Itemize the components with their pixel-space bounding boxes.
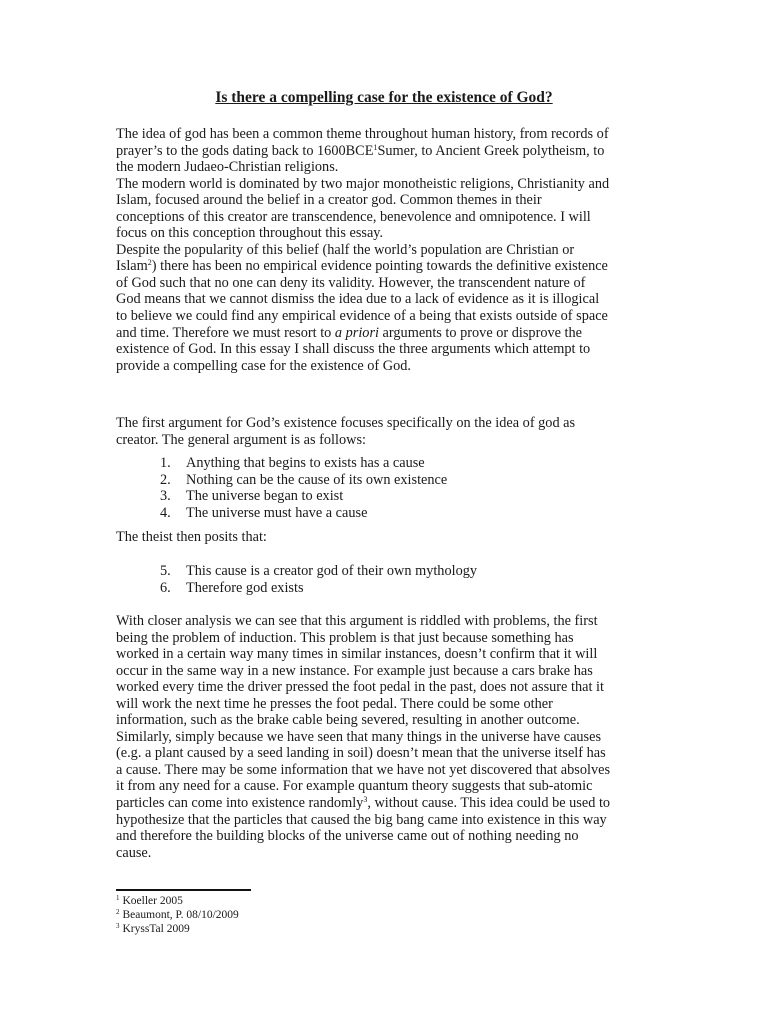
text-line <box>116 341 696 358</box>
text-segment: worked in a certain way many times in similar instances, doesn’t confirm that it will <box>116 646 598 663</box>
text-line <box>116 630 696 647</box>
text-line <box>116 812 696 829</box>
text-segment: Islam <box>116 258 148 275</box>
text-segment: a cause. There may be some information that we have not yet discovered that absolves <box>116 761 611 778</box>
list-text: The universe must have a cause <box>186 504 368 521</box>
text-segment: will work the next time he presses the foot pedal. There could be some other <box>116 695 553 712</box>
text-segment: and therefore the building blocks of the universe came out of nothing needing no <box>116 828 579 845</box>
footnote-ref: 2 <box>147 258 152 268</box>
text-line <box>116 143 696 160</box>
text-line <box>116 762 696 779</box>
text-line <box>116 192 696 209</box>
text-line <box>116 663 696 680</box>
text-segment: , without cause. This idea could be used to <box>367 795 611 812</box>
argument-list-1 <box>160 455 740 521</box>
text-line <box>116 159 696 176</box>
text-segment: arguments to prove or disprove the <box>378 324 583 341</box>
text-segment: it from any need for a cause. For example quantum theory suggests that sub-atomic <box>116 778 593 795</box>
text-segment: occur in the same way in a new instance. For example just because a cars brake has <box>116 662 593 679</box>
list-number: 1. <box>160 455 171 471</box>
text-line <box>116 745 696 762</box>
text-line <box>116 729 696 746</box>
footnotes <box>116 894 239 936</box>
list-item <box>160 455 740 472</box>
text-segment: God means that we cannot dismiss the idea due to a lack of evidence as it is illogical <box>116 291 600 308</box>
list-number: 2. <box>160 471 171 488</box>
text-line <box>116 646 696 663</box>
text-segment: The theist then posits that: <box>116 529 267 545</box>
list-number: 4. <box>160 504 171 521</box>
list-item <box>160 505 740 522</box>
theist-paragraph <box>116 529 696 546</box>
text-segment: The first argument for God’s existence focuses specifically on the idea of god as <box>116 415 576 431</box>
text-segment: of God such that no one can deny its validity. However, the transcendent nature of <box>116 274 586 291</box>
text-line <box>116 432 696 449</box>
text-line <box>116 696 696 713</box>
list-number: 3. <box>160 488 171 505</box>
list-item <box>160 488 740 505</box>
text-line <box>116 679 696 696</box>
text-segment: provide a compelling case for the existence of God. <box>116 357 411 374</box>
footnote <box>116 894 239 908</box>
footnote <box>116 922 239 936</box>
list-number: 6. <box>160 579 171 596</box>
text-line <box>116 828 696 845</box>
text-segment: prayer’s to the gods dating back to 1600BCE <box>116 142 374 159</box>
text-line <box>116 242 696 259</box>
list-number: 5. <box>160 563 171 579</box>
list-text: This cause is a creator god of their own mythology <box>186 563 478 579</box>
footnote-text: KryssTal 2009 <box>122 923 190 935</box>
text-line <box>116 176 696 193</box>
list-item <box>160 563 740 580</box>
text-segment: conceptions of this creator are transcendence, benevolence and omnipotence. I will <box>116 208 591 225</box>
list-item <box>160 472 740 489</box>
text-line <box>116 845 696 862</box>
analysis-paragraph <box>116 613 696 861</box>
text-segment: the modern Judaeo-Christian religions. <box>116 159 339 176</box>
text-line <box>116 778 696 795</box>
text-line <box>116 415 696 432</box>
text-segment: and time. Therefore we must resort to <box>116 324 335 341</box>
footnote-number: 2 <box>116 908 120 916</box>
text-line <box>116 613 696 630</box>
text-line <box>116 275 696 292</box>
footnote-number: 3 <box>116 922 120 930</box>
text-segment: to believe we could find any empirical evidence of a being that exists outside of space <box>116 308 608 325</box>
text-segment: Despite the popularity of this belief (half the world’s population are Christian or <box>116 241 575 258</box>
text-line <box>116 209 696 226</box>
text-segment: existence of God. In this essay I shall discuss the three arguments which attempt to <box>116 341 591 358</box>
text-segment: worked every time the driver pressed the foot pedal in the past, does not assure that it <box>116 679 604 696</box>
text-segment: The idea of god has been a common theme throughout human history, from records of <box>116 126 609 142</box>
text-line <box>116 225 696 242</box>
text-line <box>116 795 696 812</box>
text-segment: focus on this conception throughout this essay. <box>116 225 384 242</box>
text-segment: Sumer, to Ancient Greek polytheism, to <box>377 142 605 159</box>
text-segment: Islam, focused around the belief in a creator god. Common themes in their <box>116 192 542 209</box>
text-line <box>116 325 696 342</box>
text-line <box>116 258 696 275</box>
footnote-text: Koeller 2005 <box>122 895 183 907</box>
text-segment: being the problem of induction. This problem is that just because something has <box>116 629 574 646</box>
text-line <box>116 712 696 729</box>
text-line <box>116 529 696 546</box>
text-segment: (e.g. a plant caused by a seed landing in soil) doesn’t mean that the universe itself has <box>116 745 606 762</box>
intro-paragraphs <box>116 126 696 374</box>
text-segment: hypothesize that the particles that caused the big bang came into existence in this way <box>116 811 607 828</box>
text-segment: Similarly, simply because we have seen that many things in the universe have causes <box>116 728 602 745</box>
footnote-separator <box>116 889 251 891</box>
text-segment: creator. The general argument is as follows: <box>116 431 366 448</box>
footnote-ref: 1 <box>373 142 378 152</box>
list-text: Therefore god exists <box>186 579 304 596</box>
text-segment: information, such as the brake cable being severed, resulting in another outcome. <box>116 712 580 729</box>
text-line <box>116 291 696 308</box>
text-segment: The modern world is dominated by two major monotheistic religions, Christianity and <box>116 175 610 192</box>
text-line <box>116 308 696 325</box>
text-segment: cause. <box>116 844 152 861</box>
footnote-number: 1 <box>116 894 120 902</box>
text-segment: a priori <box>334 324 379 341</box>
text-line <box>116 126 696 143</box>
list-item <box>160 580 740 597</box>
list-text: Anything that begins to exists has a cause <box>186 455 425 471</box>
footnote-ref: 3 <box>363 795 368 805</box>
text-segment: With closer analysis we can see that this argument is riddled with problems, the first <box>116 613 598 629</box>
text-segment: ) there has been no empirical evidence pointing towards the definitive existence <box>151 258 608 275</box>
first-argument-paragraph <box>116 415 696 448</box>
document-title: Is there a compelling case for the existence of God? <box>215 89 553 106</box>
footnote <box>116 908 239 922</box>
list-text: The universe began to exist <box>186 488 344 505</box>
argument-list-2 <box>160 563 740 596</box>
text-segment: particles can come into existence randomly <box>116 795 364 812</box>
text-line <box>116 358 696 375</box>
list-text: Nothing can be the cause of its own existence <box>186 471 448 488</box>
footnote-text: Beaumont, P. 08/10/2009 <box>122 909 239 921</box>
